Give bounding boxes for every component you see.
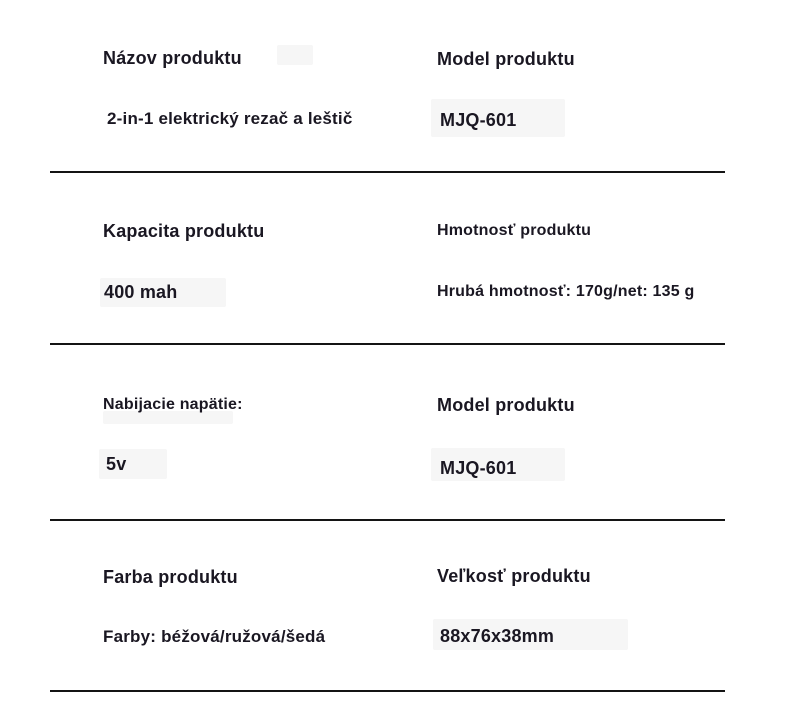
spec-value-voltage: 5v — [106, 454, 127, 474]
spec-value-model-2: MJQ-601 — [440, 458, 517, 478]
spec-label-model-2: Model produktu — [437, 395, 575, 415]
section-divider — [50, 690, 725, 692]
spec-label-capacity: Kapacita produktu — [103, 221, 265, 241]
spec-value-size: 88x76x38mm — [440, 626, 555, 646]
spec-label-name: Názov produktu — [103, 48, 242, 68]
spec-label-color: Farba produktu — [103, 567, 238, 587]
artifact-box — [277, 45, 313, 65]
spec-value-model: MJQ-601 — [440, 110, 517, 130]
section-divider — [50, 171, 725, 173]
spec-label-voltage: Nabijacie napätie: — [103, 396, 243, 413]
spec-value-color: Farby: béžová/ružová/šedá — [103, 627, 326, 646]
spec-label-size: Veľkosť produktu — [437, 566, 591, 586]
spec-label-model: Model produktu — [437, 49, 575, 69]
spec-value-weight: Hrubá hmotnosť: 170g/net: 135 g — [437, 283, 695, 300]
spec-value-name: 2-in-1 elektrický rezač a leštič — [107, 109, 353, 128]
section-divider — [50, 343, 725, 345]
spec-value-capacity: 400 mah — [104, 282, 178, 302]
spec-label-weight: Hmotnosť produktu — [437, 222, 592, 239]
section-divider — [50, 519, 725, 521]
